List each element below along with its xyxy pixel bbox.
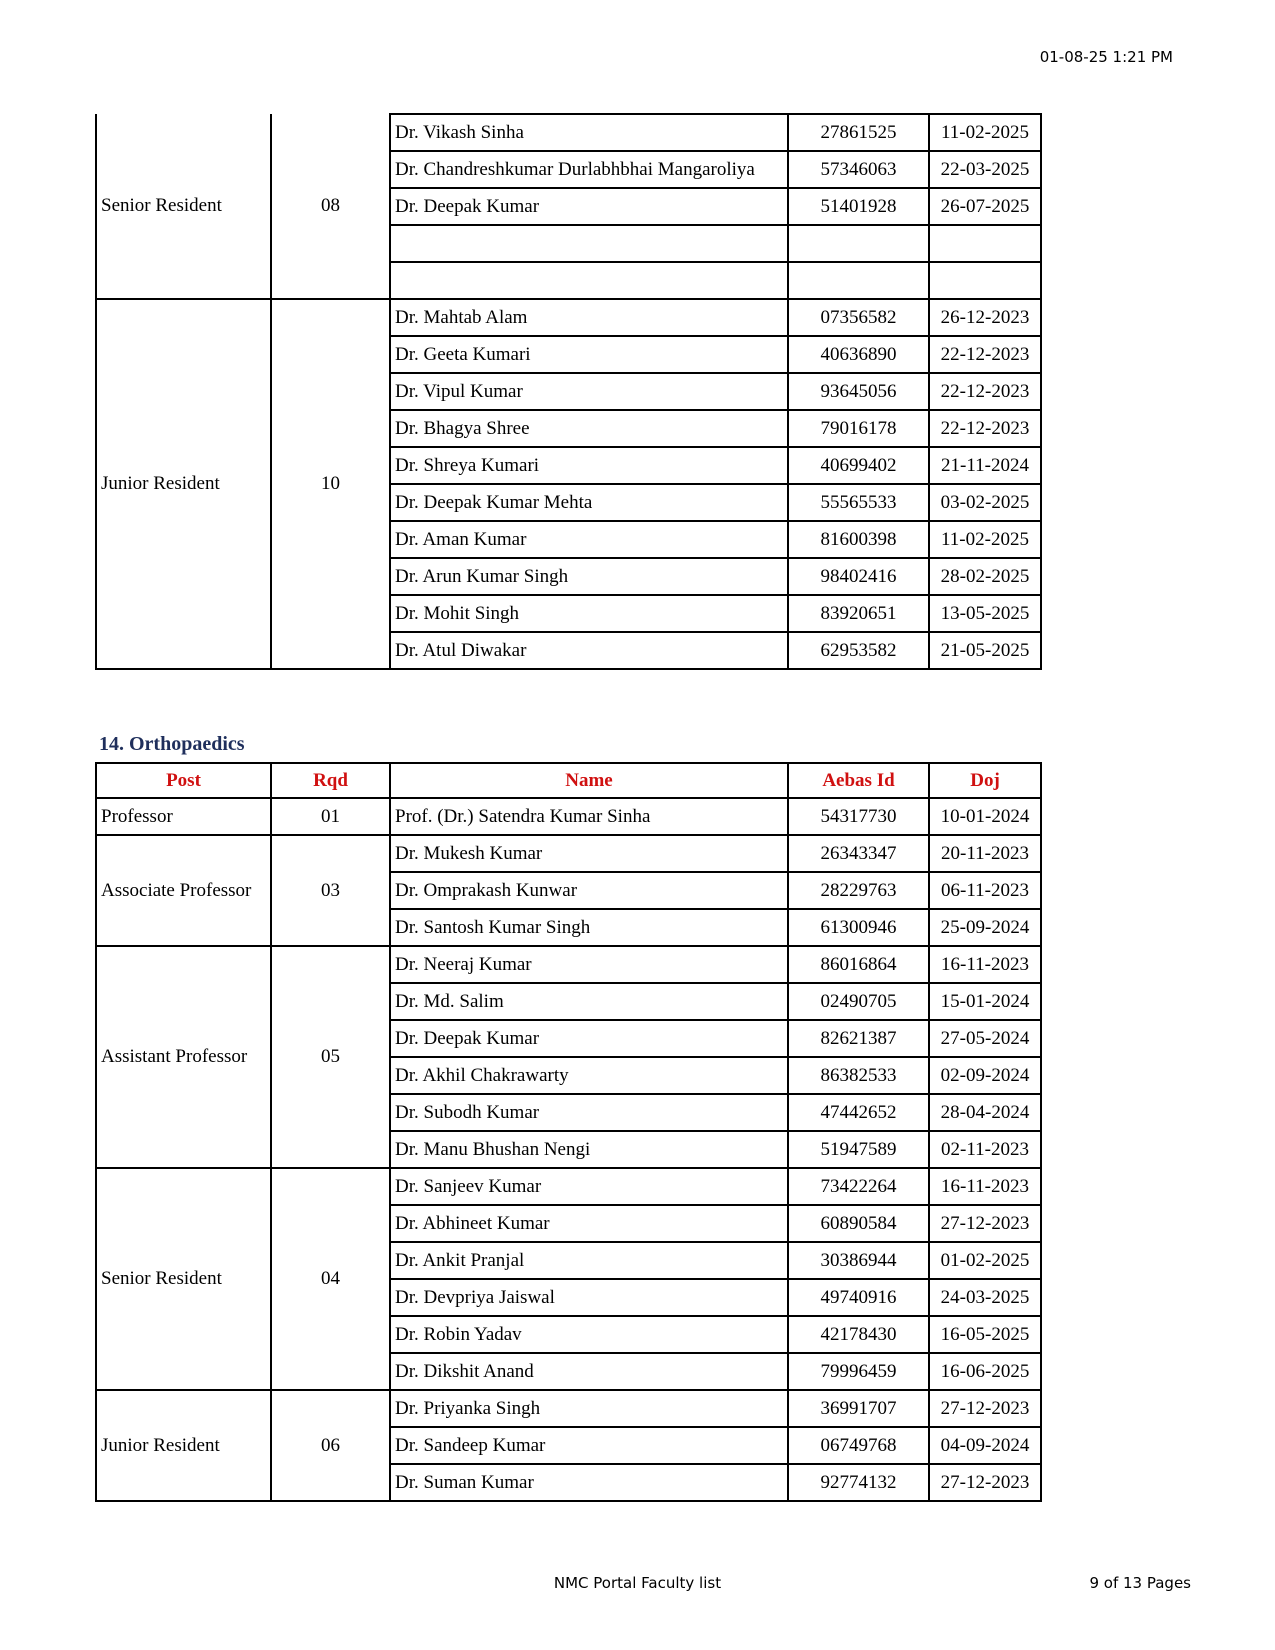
date-of-joining-cell: 03-02-2025 xyxy=(929,484,1041,521)
aebas-id-cell: 36991707 xyxy=(788,1390,929,1427)
aebas-id-cell: 86382533 xyxy=(788,1057,929,1094)
required-count-cell: 05 xyxy=(271,946,390,1168)
faculty-name-cell: Dr. Robin Yadav xyxy=(390,1316,788,1353)
table-row xyxy=(96,798,1041,835)
table-row xyxy=(96,1168,1041,1205)
faculty-name-cell: Dr. Neeraj Kumar xyxy=(390,946,788,983)
aebas-id-cell: 82621387 xyxy=(788,1020,929,1057)
faculty-name-cell: Dr. Vikash Sinha xyxy=(390,114,788,151)
faculty-name-cell: Dr. Subodh Kumar xyxy=(390,1094,788,1131)
faculty-name-cell: Dr. Shreya Kumari xyxy=(390,447,788,484)
faculty-name-cell: Dr. Bhagya Shree xyxy=(390,410,788,447)
faculty-name-cell: Dr. Dikshit Anand xyxy=(390,1353,788,1390)
faculty-name-cell: Dr. Deepak Kumar xyxy=(390,1020,788,1057)
aebas-id-cell: 40699402 xyxy=(788,447,929,484)
date-of-joining-cell: 22-12-2023 xyxy=(929,373,1041,410)
required-count-cell: 08 xyxy=(271,114,390,299)
faculty-name-cell: Dr. Abhineet Kumar xyxy=(390,1205,788,1242)
date-of-joining-cell: 22-12-2023 xyxy=(929,336,1041,373)
aebas-id-cell: 62953582 xyxy=(788,632,929,669)
table-row xyxy=(96,835,1041,872)
date-of-joining-cell: 25-09-2024 xyxy=(929,909,1041,946)
date-of-joining-cell: 16-05-2025 xyxy=(929,1316,1041,1353)
faculty-name-cell: Dr. Akhil Chakrawarty xyxy=(390,1057,788,1094)
date-of-joining-cell: 26-07-2025 xyxy=(929,188,1041,225)
aebas-id-cell: 57346063 xyxy=(788,151,929,188)
aebas-id-cell: 98402416 xyxy=(788,558,929,595)
date-of-joining-cell: 26-12-2023 xyxy=(929,299,1041,336)
post-cell: Associate Professor xyxy=(96,835,271,946)
aebas-id-cell: 93645056 xyxy=(788,373,929,410)
faculty-name-cell: Dr. Mukesh Kumar xyxy=(390,835,788,872)
print-timestamp: 01-08-25 1:21 PM xyxy=(1039,48,1173,66)
faculty-name-cell: Dr. Devpriya Jaiswal xyxy=(390,1279,788,1316)
date-of-joining-cell: 20-11-2023 xyxy=(929,835,1041,872)
aebas-id-cell: 26343347 xyxy=(788,835,929,872)
aebas-id-cell: 79996459 xyxy=(788,1353,929,1390)
date-of-joining-cell: 27-12-2023 xyxy=(929,1464,1041,1501)
date-of-joining-cell: 11-02-2025 xyxy=(929,521,1041,558)
date-of-joining-cell xyxy=(929,225,1041,262)
footer-title: NMC Portal Faculty list xyxy=(553,1574,722,1592)
date-of-joining-cell: 28-04-2024 xyxy=(929,1094,1041,1131)
aebas-id-cell: 73422264 xyxy=(788,1168,929,1205)
date-of-joining-cell xyxy=(929,262,1041,299)
aebas-id-cell: 81600398 xyxy=(788,521,929,558)
faculty-name-cell: Dr. Priyanka Singh xyxy=(390,1390,788,1427)
post-cell: Senior Resident xyxy=(96,1168,271,1390)
required-count-cell: 01 xyxy=(271,798,390,835)
required-count-cell: 10 xyxy=(271,299,390,669)
table-header-row xyxy=(96,763,1041,798)
aebas-id-cell: 79016178 xyxy=(788,410,929,447)
date-of-joining-cell: 21-05-2025 xyxy=(929,632,1041,669)
date-of-joining-cell: 06-11-2023 xyxy=(929,872,1041,909)
faculty-name-cell: Dr. Suman Kumar xyxy=(390,1464,788,1501)
column-header-rqd: Rqd xyxy=(271,763,390,798)
post-cell: Assistant Professor xyxy=(96,946,271,1168)
column-header-post: Post xyxy=(96,763,271,798)
date-of-joining-cell: 27-12-2023 xyxy=(929,1205,1041,1242)
post-cell: Senior Resident xyxy=(96,114,271,299)
aebas-id-cell: 49740916 xyxy=(788,1279,929,1316)
aebas-id-cell: 27861525 xyxy=(788,114,929,151)
date-of-joining-cell: 27-05-2024 xyxy=(929,1020,1041,1057)
date-of-joining-cell: 28-02-2025 xyxy=(929,558,1041,595)
required-count-cell: 06 xyxy=(271,1390,390,1501)
date-of-joining-cell: 22-12-2023 xyxy=(929,410,1041,447)
date-of-joining-cell: 22-03-2025 xyxy=(929,151,1041,188)
date-of-joining-cell: 21-11-2024 xyxy=(929,447,1041,484)
aebas-id-cell: 54317730 xyxy=(788,798,929,835)
aebas-id-cell: 86016864 xyxy=(788,946,929,983)
aebas-id-cell: 47442652 xyxy=(788,1094,929,1131)
date-of-joining-cell: 02-09-2024 xyxy=(929,1057,1041,1094)
aebas-id-cell: 51947589 xyxy=(788,1131,929,1168)
date-of-joining-cell: 16-06-2025 xyxy=(929,1353,1041,1390)
faculty-name-cell: Dr. Deepak Kumar xyxy=(390,188,788,225)
faculty-name-cell: Dr. Md. Salim xyxy=(390,983,788,1020)
orthopaedics-table-viewport xyxy=(95,762,1055,1505)
table-row xyxy=(96,946,1041,983)
faculty-name-cell: Dr. Chandreshkumar Durlabhbhai Mangaroliya xyxy=(390,151,788,188)
date-of-joining-cell: 10-01-2024 xyxy=(929,798,1041,835)
aebas-id-cell: 30386944 xyxy=(788,1242,929,1279)
faculty-name-cell: Dr. Aman Kumar xyxy=(390,521,788,558)
aebas-id-cell: 83920651 xyxy=(788,595,929,632)
aebas-id-cell: 55565533 xyxy=(788,484,929,521)
continued-faculty-table xyxy=(95,113,1042,670)
orthopaedics-faculty-table xyxy=(95,762,1042,1502)
faculty-name-cell: Dr. Mohit Singh xyxy=(390,595,788,632)
faculty-name-cell: Dr. Santosh Kumar Singh xyxy=(390,909,788,946)
faculty-name-cell xyxy=(390,225,788,262)
faculty-name-cell: Dr. Manu Bhushan Nengi xyxy=(390,1131,788,1168)
post-cell: Junior Resident xyxy=(96,1390,271,1501)
table-row xyxy=(96,114,1041,151)
date-of-joining-cell: 24-03-2025 xyxy=(929,1279,1041,1316)
date-of-joining-cell: 15-01-2024 xyxy=(929,983,1041,1020)
faculty-name-cell: Dr. Mahtab Alam xyxy=(390,299,788,336)
faculty-name-cell: Dr. Vipul Kumar xyxy=(390,373,788,410)
faculty-name-cell: Dr. Sanjeev Kumar xyxy=(390,1168,788,1205)
date-of-joining-cell: 04-09-2024 xyxy=(929,1427,1041,1464)
aebas-id-cell: 60890584 xyxy=(788,1205,929,1242)
faculty-name-cell: Dr. Geeta Kumari xyxy=(390,336,788,373)
aebas-id-cell xyxy=(788,225,929,262)
page-number: 9 of 13 Pages xyxy=(1089,1574,1191,1592)
required-count-cell: 04 xyxy=(271,1168,390,1390)
table-row xyxy=(96,299,1041,336)
date-of-joining-cell: 01-02-2025 xyxy=(929,1242,1041,1279)
faculty-name-cell: Dr. Atul Diwakar xyxy=(390,632,788,669)
aebas-id-cell: 61300946 xyxy=(788,909,929,946)
section-title: 14. Orthopaedics xyxy=(99,733,245,755)
faculty-name-cell: Dr. Sandeep Kumar xyxy=(390,1427,788,1464)
faculty-name-cell: Dr. Arun Kumar Singh xyxy=(390,558,788,595)
required-count-cell: 03 xyxy=(271,835,390,946)
table-row xyxy=(96,1390,1041,1427)
faculty-name-cell: Prof. (Dr.) Satendra Kumar Sinha xyxy=(390,798,788,835)
aebas-id-cell: 06749768 xyxy=(788,1427,929,1464)
aebas-id-cell: 07356582 xyxy=(788,299,929,336)
column-header-aebas-id: Aebas Id xyxy=(788,763,929,798)
aebas-id-cell: 42178430 xyxy=(788,1316,929,1353)
faculty-name-cell: Dr. Ankit Pranjal xyxy=(390,1242,788,1279)
date-of-joining-cell: 13-05-2025 xyxy=(929,595,1041,632)
aebas-id-cell: 40636890 xyxy=(788,336,929,373)
faculty-name-cell: Dr. Omprakash Kunwar xyxy=(390,872,788,909)
date-of-joining-cell: 16-11-2023 xyxy=(929,1168,1041,1205)
date-of-joining-cell: 11-02-2025 xyxy=(929,114,1041,151)
aebas-id-cell: 28229763 xyxy=(788,872,929,909)
column-header-doj: Doj xyxy=(929,763,1041,798)
date-of-joining-cell: 02-11-2023 xyxy=(929,1131,1041,1168)
aebas-id-cell: 92774132 xyxy=(788,1464,929,1501)
aebas-id-cell: 02490705 xyxy=(788,983,929,1020)
column-header-name: Name xyxy=(390,763,788,798)
faculty-name-cell xyxy=(390,262,788,299)
post-cell: Junior Resident xyxy=(96,299,271,669)
aebas-id-cell xyxy=(788,262,929,299)
aebas-id-cell: 51401928 xyxy=(788,188,929,225)
date-of-joining-cell: 16-11-2023 xyxy=(929,946,1041,983)
faculty-name-cell: Dr. Deepak Kumar Mehta xyxy=(390,484,788,521)
post-cell: Professor xyxy=(96,798,271,835)
date-of-joining-cell: 27-12-2023 xyxy=(929,1390,1041,1427)
